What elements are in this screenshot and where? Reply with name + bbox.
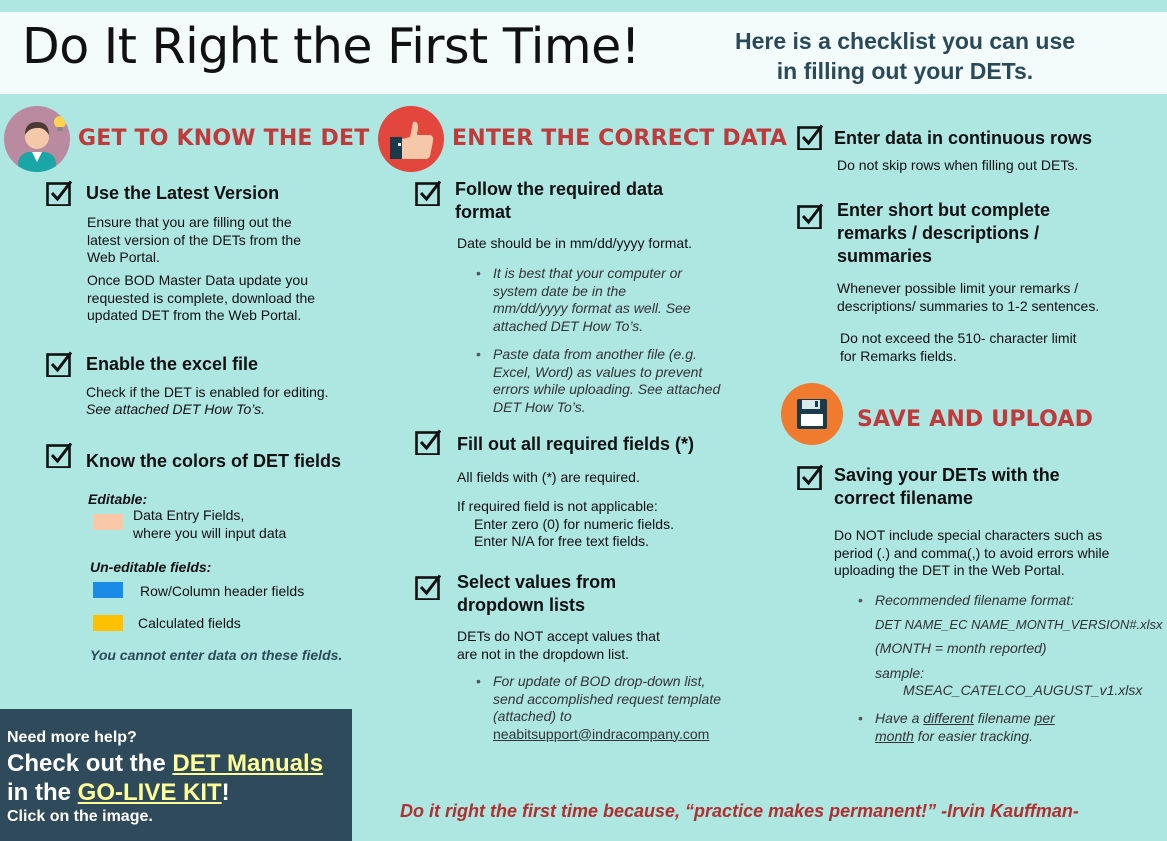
item-text: If required field is not applicable: Enter zero (0) for numeric fields. Enter N/A for free text fields. [457, 498, 674, 549]
help-line-4: Click on the image. [7, 808, 153, 825]
item-text: Do NOT include special characters such as period (.) and comma(,) to avoid errors while uploading the DET in the Web Portal. [834, 527, 1110, 578]
filename-format: DET NAME_EC NAME_MONTH_VERSION#.xlsx [875, 617, 1163, 632]
item-heading: Enter short but complete remarks / descriptions / summaries [837, 200, 1051, 266]
footer-quote: Do it right the first time because, “practice makes permanent!” -Irvin Kauffman- [400, 801, 1079, 821]
bullet-item: • For update of BOD drop-down list, send accomplished request template (attached) to neabitsupport@indracompany.com [476, 673, 722, 742]
go-live-kit-link[interactable]: GO-LIVE KIT [77, 779, 222, 806]
bullet-item: • It is best that your computer or system date be in the mm/dd/yyyy format as well. See attached DET How To’s. [476, 265, 691, 334]
item-heading: Enable the excel file [86, 354, 259, 374]
cannot-enter-note: You cannot enter data on these fields. [90, 647, 343, 663]
item-heading: Follow the required data format [455, 179, 664, 222]
month-note: (MONTH = month reported) [875, 640, 1047, 656]
item-text: Check if the DET is enabled for editing. [86, 384, 329, 400]
checkbox-icon [415, 180, 441, 206]
floppy-disk-icon [781, 383, 843, 445]
section-title-save-upload: SAVE AND UPLOAD [857, 407, 1094, 432]
header-fields-text: Row/Column header fields [140, 583, 305, 599]
section-title-correct-data: ENTER THE CORRECT DATA [452, 126, 788, 151]
bullet-item: • Have a different filename per month for easier tracking. [858, 710, 1055, 744]
item-text: Once BOD Master Data update you requested is complete, download the updated DET from the Web Portal. [87, 272, 316, 323]
checkbox-icon [797, 124, 823, 150]
item-heading: Saving your DETs with the correct filename [834, 465, 1060, 508]
section-title-get-to-know: GET TO KNOW THE DET [78, 126, 370, 151]
item-text: Whenever possible limit your remarks / descriptions/ summaries to 1-2 sentences. [837, 280, 1100, 314]
item-heading: Fill out all required fields (*) [457, 434, 695, 454]
sample-label: sample: [875, 665, 925, 681]
uneditable-label: Un-editable fields: [90, 559, 212, 575]
checkbox-icon [797, 464, 823, 490]
item-text: Date should be in mm/dd/yyyy format. [457, 235, 692, 251]
item-heading: Select values from dropdown lists [457, 572, 617, 615]
sample-filename: MSEAC_CATELCO_AUGUST_v1.xlsx [903, 682, 1143, 698]
support-email-link[interactable]: neabitsupport@indracompany.com [493, 725, 710, 742]
person-lightbulb-icon [4, 106, 70, 172]
checkbox-icon [415, 574, 441, 600]
bullet-item: • Recommended filename format: [858, 592, 1075, 608]
help-line-1: Need more help? [7, 729, 137, 746]
calculated-fields-text: Calculated fields [138, 615, 241, 631]
item-text: Do not skip rows when filling out DETs. [837, 157, 1079, 173]
editable-text: Data Entry Fields, where you will input data [133, 507, 287, 541]
det-manuals-link[interactable]: DET Manuals [172, 750, 324, 777]
item-text: Ensure that you are filling out the latest version of the DETs from the Web Portal. [87, 214, 301, 265]
checkbox-icon [797, 203, 823, 229]
checkbox-icon [46, 351, 72, 377]
thumbs-up-icon [378, 106, 444, 172]
editable-label: Editable: [88, 491, 148, 507]
header-swatch [93, 582, 123, 598]
item-text: All fields with (*) are required. [457, 469, 640, 485]
item-heading: Use the Latest Version [86, 183, 280, 203]
help-lines: Check out the DET Manuals in the GO-LIVE KIT! [7, 750, 324, 806]
page-subtitle: Here is a checklist you can use in filling out your DETs. [734, 28, 1076, 84]
checkbox-icon [46, 180, 72, 206]
calculated-swatch [93, 615, 123, 631]
bullet-item: • Paste data from another file (e.g. Excel, Word) as values to prevent errors while uploading. See attached DET How To’s. [476, 346, 721, 415]
item-text: DETs do NOT accept values that are not in the dropdown list. [457, 628, 660, 662]
item-text: Do not exceed the 510- character limit for Remarks fields. [840, 330, 1077, 364]
checkbox-icon [46, 442, 72, 468]
item-heading: Enter data in continuous rows [834, 128, 1093, 148]
item-heading: Know the colors of DET fields [86, 451, 342, 471]
checkbox-icon [415, 429, 441, 455]
data-entry-swatch [93, 514, 123, 530]
page-title: Do It Right the First Time! [22, 18, 640, 75]
item-text: See attached DET How To’s. [86, 401, 265, 417]
